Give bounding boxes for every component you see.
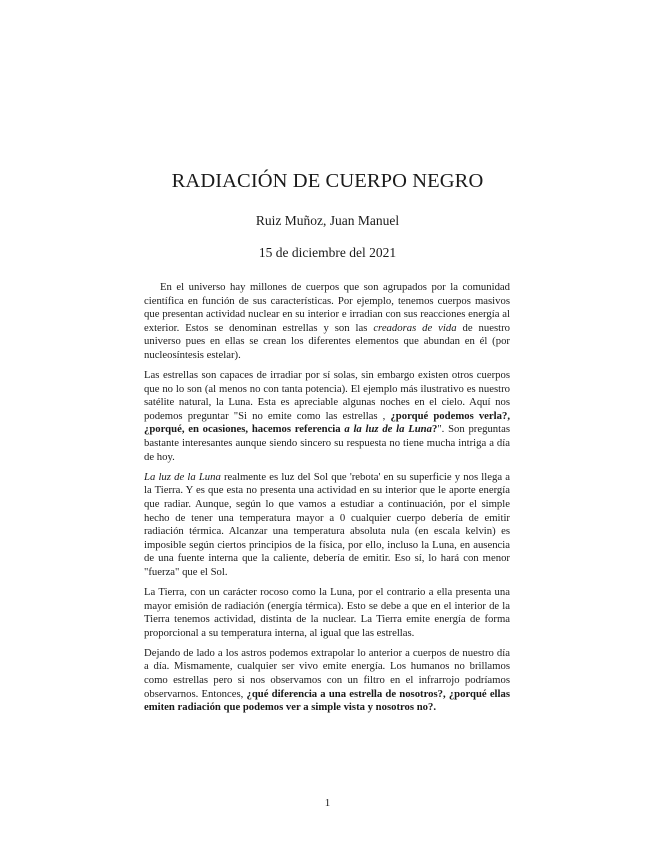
bold-question: ¿qué diferencia a una estrella de nosotros?, ¿porqué ellas emiten radiación que podemos ver a simple vista y nosotros no?. (144, 687, 511, 714)
paragraph-text: Las estrellas son capaces de irradiar por sí solas, sin embargo existen otros cuerpos que no lo son (al menos no con tanta potencia). El ejemplo más ilustrativo es nuestro satélite natural, la Luna. Esta es apreciable algunas noches en el cielo. Aquí nos podemos preguntar "Si no emite como las estrellas , (144, 369, 510, 422)
page-number: 1 (324, 797, 331, 809)
paragraph-text: realmente es luz del Sol que 'rebota' en su superficie y nos llega a la Tierra. Y es que esta no presenta una actividad en su interior que le aporte energía que radiar. Aunque, según lo que vamos a estudiar a continuación, por el simple hecho de tener una temperatura mayor a 0 cualquier cuerpo debería de emitir radiación térmica. Alcanzar una temperatura absoluta nula (en escala kelvin) es imposible según ciertos principios de la física, por ello, incluso la Luna, en ausencia de una fuente interna que la caliente, debería de emitir. Eso sí, lo hará con menor "fuerza" que el Sol. (144, 470, 510, 578)
emphasis-text: La luz de la Luna (144, 470, 221, 483)
paragraph-moonlight (144, 471, 510, 580)
paragraph-everyday-bodies (144, 647, 510, 715)
paragraph-earth (144, 586, 510, 640)
bold-italic-phrase: a la luz de la Luna (344, 423, 432, 436)
emphasis-text: creadoras de vida (373, 321, 457, 334)
document-title: RADIACIÓN DE CUERPO NEGRO (171, 170, 484, 192)
bold-question: ¿porqué podemos verla?, ¿porqué, en ocasiones, hacemos referencia (144, 409, 510, 436)
paragraph-text: En el universo hay millones de cuerpos que son agrupados por la comunidad científica en función de sus características. Por ejemplo, tenemos cuerpos masivos que presentan actividad nuclear en su interior e irradian con sus reacciones energía al exterior. Estos se denominan estrellas y son las (144, 281, 510, 334)
paragraph-text: La Tierra, con un carácter rocoso como la Luna, por el contrario a ella presenta una mayor emisión de radiación (energía térmica). Esto se debe a que en el interior de la Tierra tenemos actividad, distinta de la nuclear. La Tierra emite energía de forma proporcional a su temperatura interna, al igual que las estrellas. (144, 585, 510, 639)
paragraph-intro (144, 281, 510, 363)
paragraph-text: de nuestro universo pues en ellas se crean los diferentes elementos que abundan en él (por nucleosíntesis estelar). (144, 321, 510, 361)
paragraph-stars (144, 369, 510, 464)
paragraph-text: ". Son preguntas bastante interesantes aunque siendo sincero su respuesta no tiene mucha intriga a día de hoy. (144, 423, 511, 463)
paragraph-text: Dejando de lado a los astros podemos extrapolar lo anterior a cuerpos de nuestro día a día. Mismamente, cualquier ser vivo emite energía. Los humanos no brillamos como estrellas pero si nos observamos con un filtro en el infrarrojo podríamos observarnos. Entonces, (144, 646, 510, 700)
document-author: Ruiz Muñoz, Juan Manuel (255, 213, 400, 228)
document-body (144, 281, 510, 721)
document-date: 15 de diciembre del 2021 (258, 245, 397, 260)
bold-question-mark: ? (431, 423, 438, 436)
